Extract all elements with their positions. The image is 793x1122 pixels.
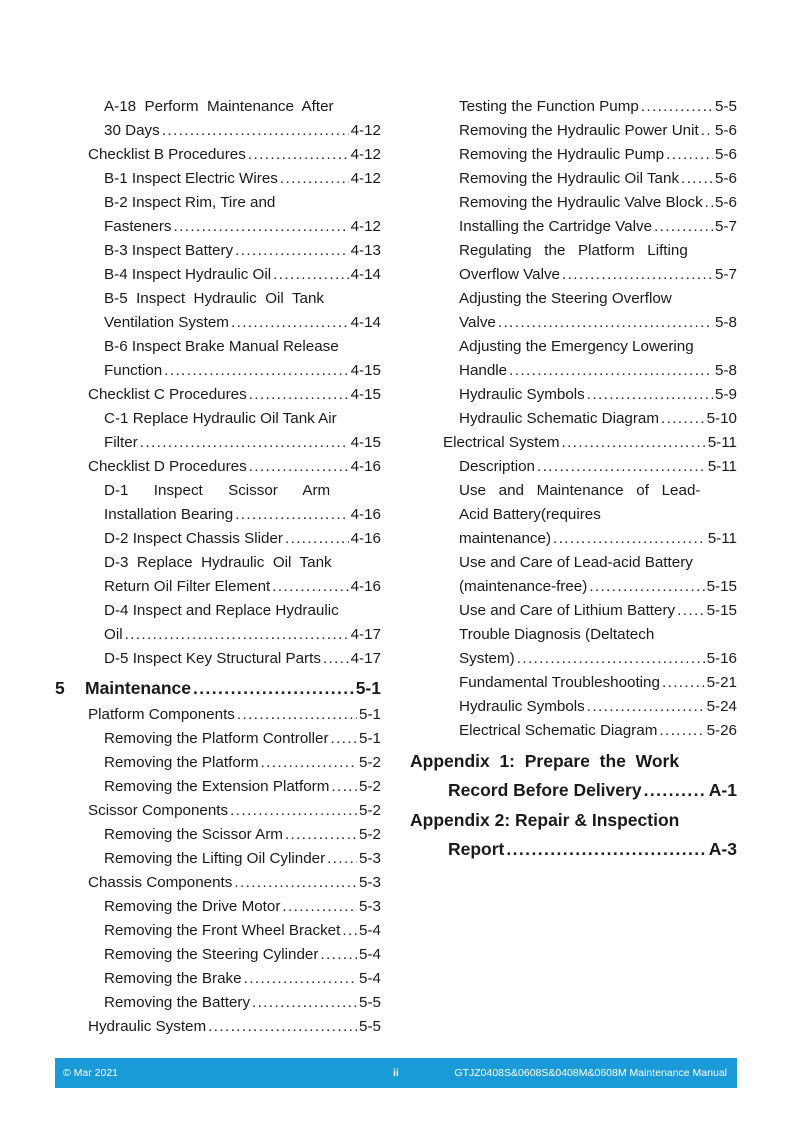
toc-dot-leader — [661, 407, 705, 431]
chapter-page-number: 5-1 — [355, 678, 381, 698]
appendix-page-number: A-1 — [708, 780, 737, 800]
toc-entry-line — [410, 479, 737, 503]
toc-page-number: 4-13 — [350, 242, 381, 259]
chapter-title: Maintenance — [85, 678, 191, 698]
appendix-title-rest: Record Before Delivery — [448, 780, 642, 800]
toc-page-number: 4-12 — [350, 218, 381, 235]
appendix-title: Appendix 2: Repair & Inspection — [410, 810, 680, 830]
toc-dot-leader — [562, 263, 713, 287]
toc-page-number: 5-3 — [359, 898, 381, 915]
toc-page-number: 4-16 — [350, 530, 381, 547]
toc-dot-leader — [248, 143, 349, 167]
toc-entry[interactable] — [410, 191, 737, 215]
toc-dot-leader — [249, 383, 349, 407]
toc-page-number: 5-2 — [359, 802, 381, 819]
toc-entry-text: Trouble Diagnosis (Deltatech — [459, 626, 655, 643]
toc-entry-title: Description — [459, 458, 535, 475]
toc-entry-title: Removing the Drive Motor — [104, 898, 281, 915]
toc-entry-title: Electrical System — [443, 434, 560, 451]
toc-dot-leader — [537, 455, 706, 479]
toc-entry-title: Handle — [459, 362, 508, 379]
toc-entry[interactable] — [410, 455, 737, 479]
toc-entry[interactable] — [410, 527, 737, 551]
toc-dot-leader — [641, 95, 713, 119]
appendix-title: Appendix 1: Prepare the Work — [410, 751, 680, 771]
toc-page-number: 5-3 — [359, 850, 381, 867]
toc-page-number: 4-16 — [350, 578, 381, 595]
toc-entry[interactable] — [55, 455, 381, 479]
toc-dot-leader — [235, 239, 348, 263]
toc-dot-leader — [231, 311, 349, 335]
toc-entry-title: Overflow Valve — [459, 266, 561, 283]
toc-entry-line — [55, 551, 381, 575]
toc-entry-title: Removing the Extension Platform — [104, 778, 330, 795]
toc-entry[interactable] — [55, 167, 381, 191]
toc-entry-title: B-3 Inspect Battery — [104, 242, 234, 259]
toc-entry[interactable] — [55, 1015, 381, 1039]
toc-entry-line — [55, 287, 381, 311]
toc-dot-leader — [282, 895, 357, 919]
toc-entry[interactable] — [55, 623, 381, 647]
toc-dot-leader — [140, 431, 349, 455]
toc-dot-leader — [677, 599, 704, 623]
toc-page-number: 5-4 — [359, 922, 381, 939]
footer-manual-title: GTJZ0408S&0608S&0408M&0608M Maintenance Manual — [454, 1067, 727, 1079]
toc-entry-text: C-1 Replace Hydraulic Oil Tank Air — [104, 410, 337, 427]
toc-dot-leader — [589, 575, 704, 599]
toc-page-number: 4-14 — [350, 266, 381, 283]
toc-entry-title: B-1 Inspect Electric Wires — [104, 170, 278, 187]
toc-entry-title: Removing the Battery — [104, 994, 251, 1011]
toc-entry-title: Removing the Scissor Arm — [104, 826, 283, 843]
toc-entry-text: B-5 Inspect Hydraulic Oil Tank — [104, 290, 325, 307]
toc-page-number: 5-5 — [359, 994, 381, 1011]
toc-entry-line — [55, 407, 381, 431]
toc-page-number: 5-11 — [707, 434, 737, 451]
toc-entry-title: Electrical Schematic Diagram — [459, 722, 658, 739]
toc-page-number: 5-5 — [359, 1018, 381, 1035]
toc-entry[interactable] — [55, 503, 381, 527]
toc-entry-text: B-2 Inspect Rim, Tire and — [104, 194, 276, 211]
toc-entry-title: Hydraulic Schematic Diagram — [459, 410, 660, 427]
toc-dot-leader — [235, 503, 348, 527]
toc-page-number: 5-6 — [715, 122, 737, 139]
toc-dot-leader — [230, 799, 357, 823]
toc-entry[interactable] — [55, 239, 381, 263]
toc-entry-title: maintenance) — [459, 530, 552, 547]
toc-page-number: 5-11 — [707, 458, 737, 475]
toc-entry[interactable] — [55, 263, 381, 287]
toc-entry-title: Platform Components — [88, 706, 235, 723]
toc-entry-title: Hydraulic Symbols — [459, 386, 585, 403]
toc-entry[interactable] — [410, 383, 737, 407]
toc-entry-title: Filter — [104, 434, 138, 451]
toc-page-number: 5-3 — [359, 874, 381, 891]
toc-entry-title: Checklist C Procedures — [88, 386, 247, 403]
toc-entry-text: Regulating the Platform Lifting — [459, 242, 688, 259]
toc-entry[interactable] — [55, 967, 381, 991]
toc-dot-leader — [662, 671, 705, 695]
toc-page-number: 5-15 — [706, 578, 737, 595]
toc-page-number: 5-10 — [706, 410, 737, 427]
toc-entry-title: (maintenance-free) — [459, 578, 588, 595]
toc-dot-leader — [701, 119, 713, 143]
toc-page-number: 5-6 — [715, 170, 737, 187]
toc-entry[interactable] — [55, 575, 381, 599]
toc-entry-title: Installing the Cartridge Valve — [459, 218, 653, 235]
toc-dot-leader — [587, 695, 705, 719]
toc-dot-leader — [285, 527, 349, 551]
toc-entry-line — [55, 191, 381, 215]
toc-page-number: 5-16 — [706, 650, 737, 667]
toc-entry[interactable] — [55, 527, 381, 551]
toc-entry-title: Checklist D Procedures — [88, 458, 247, 475]
toc-entry-title: Removing the Platform — [104, 754, 259, 771]
toc-entry[interactable] — [55, 943, 381, 967]
toc-entry-title: Installation Bearing — [104, 506, 234, 523]
toc-entry-title: Removing the Hydraulic Pump — [459, 146, 665, 163]
appendix-entry[interactable] — [410, 806, 737, 864]
toc-entry-title: Return Oil Filter Element — [104, 578, 271, 595]
toc-entry[interactable] — [55, 143, 381, 167]
toc-entry-text: D-3 Replace Hydraulic Oil Tank — [104, 554, 332, 571]
toc-entry-title: Chassis Components — [88, 874, 233, 891]
toc-dot-leader — [252, 991, 357, 1015]
toc-dot-leader — [506, 835, 706, 864]
toc-entry[interactable] — [410, 431, 737, 455]
toc-entry-text: Use and Maintenance of Lead- — [459, 482, 701, 499]
toc-entry-title: B-4 Inspect Hydraulic Oil — [104, 266, 272, 283]
toc-entry[interactable] — [55, 871, 381, 895]
toc-page-number: 5-15 — [706, 602, 737, 619]
toc-entry-title: Hydraulic System — [88, 1018, 207, 1035]
toc-page-number: 5-7 — [715, 266, 737, 283]
toc-page-number: 5-24 — [706, 698, 737, 715]
toc-entry[interactable] — [410, 359, 737, 383]
toc-entry[interactable] — [410, 599, 737, 623]
toc-entry[interactable] — [55, 359, 381, 383]
toc-entry[interactable] — [55, 991, 381, 1015]
toc-dot-leader — [272, 575, 348, 599]
chapter-number: 5 — [55, 678, 65, 698]
toc-page-number: 4-12 — [350, 170, 381, 187]
toc-dot-leader — [237, 703, 357, 727]
toc-dot-leader — [327, 847, 357, 871]
toc-entry[interactable] — [55, 919, 381, 943]
toc-dot-leader — [331, 727, 358, 751]
toc-dot-leader — [244, 967, 357, 991]
toc-dot-leader — [208, 1015, 357, 1039]
toc-entry-line — [55, 335, 381, 359]
toc-entry-title: Removing the Platform Controller — [104, 730, 329, 747]
toc-dot-leader — [234, 871, 357, 895]
toc-dot-leader — [659, 719, 704, 743]
toc-entry[interactable] — [55, 119, 381, 143]
toc-page-number: 4-16 — [350, 458, 381, 475]
toc-page-number: 4-17 — [350, 650, 381, 667]
toc-entry-title: Oil — [104, 626, 123, 643]
toc-entry-title: Valve — [459, 314, 496, 331]
toc-page-number: 4-17 — [350, 626, 381, 643]
appendix-entry[interactable] — [410, 747, 737, 805]
toc-page-number: 5-6 — [715, 146, 737, 163]
toc-entry[interactable] — [410, 719, 737, 743]
toc-dot-leader — [174, 215, 349, 239]
toc-page-number: 5-4 — [359, 946, 381, 963]
toc-dot-leader — [644, 776, 707, 805]
toc-page-number: 5-7 — [715, 218, 737, 235]
toc-entry-title: Scissor Components — [88, 802, 229, 819]
toc-dot-leader — [280, 167, 349, 191]
toc-entry-title: D-2 Inspect Chassis Slider — [104, 530, 283, 547]
toc-dot-leader — [517, 647, 705, 671]
toc-page-number: 5-6 — [715, 194, 737, 211]
toc-entry-title: Fundamental Troubleshooting — [459, 674, 660, 691]
toc-dot-leader — [125, 623, 349, 647]
toc-dot-leader — [587, 383, 713, 407]
toc-entry-title: Removing the Front Wheel Bracket — [104, 922, 341, 939]
toc-page-number: 4-12 — [350, 122, 381, 139]
chapter-title-wrap — [55, 673, 191, 703]
toc-page-number: 5-8 — [715, 362, 737, 379]
toc-entry-text: B-6 Inspect Brake Manual Release — [104, 338, 339, 355]
toc-entry-title: Ventilation System — [104, 314, 229, 331]
toc-entry[interactable] — [55, 895, 381, 919]
toc-entry-text: Acid Battery(requires — [459, 506, 601, 523]
toc-left-column — [55, 95, 381, 1039]
toc-right-column — [410, 95, 737, 864]
toc-page-number: 5-26 — [706, 722, 737, 739]
toc-entry[interactable] — [410, 215, 737, 239]
toc-entry-title: 30 Days — [104, 122, 160, 139]
toc-entry-text: Use and Care of Lead-acid Battery — [459, 554, 693, 571]
toc-dot-leader — [164, 359, 348, 383]
toc-dot-leader — [273, 263, 348, 287]
toc-page-number: 5-1 — [359, 730, 381, 747]
toc-page-number: 5-2 — [359, 754, 381, 771]
toc-entry-line — [410, 335, 737, 359]
toc-page-number: 4-16 — [350, 506, 381, 523]
appendix-title-cont — [410, 776, 737, 805]
toc-page-number: 5-2 — [359, 778, 381, 795]
toc-entry[interactable] — [55, 703, 381, 727]
toc-entry[interactable] — [55, 311, 381, 335]
toc-entry-title: System) — [459, 650, 515, 667]
toc-page-number: 5-5 — [715, 98, 737, 115]
toc-entry[interactable] — [55, 775, 381, 799]
footer-copyright: © Mar 2021 — [63, 1067, 119, 1079]
toc-entry[interactable] — [55, 431, 381, 455]
toc-dot-leader — [666, 143, 713, 167]
toc-dot-leader — [193, 673, 354, 703]
toc-entry-line — [55, 479, 381, 503]
toc-page-number: 4-15 — [350, 434, 381, 451]
toc-entry-title: Fasteners — [104, 218, 172, 235]
toc-entry[interactable] — [55, 383, 381, 407]
toc-page-number: 4-15 — [350, 362, 381, 379]
toc-entry[interactable] — [410, 143, 737, 167]
toc-dot-leader — [681, 167, 713, 191]
toc-dot-leader — [320, 943, 357, 967]
chapter-heading[interactable] — [55, 673, 381, 703]
toc-entry-title: Hydraulic Symbols — [459, 698, 585, 715]
toc-dot-leader — [285, 823, 357, 847]
toc-page-number: 5-9 — [715, 386, 737, 403]
appendix-page-number: A-3 — [708, 839, 737, 859]
toc-entry-text: Adjusting the Steering Overflow — [459, 290, 672, 307]
toc-dot-leader — [561, 431, 705, 455]
toc-page-number: 5-2 — [359, 826, 381, 843]
toc-dot-leader — [323, 647, 349, 671]
toc-entry[interactable] — [410, 695, 737, 719]
toc-entry[interactable] — [410, 671, 737, 695]
toc-entry[interactable] — [410, 647, 737, 671]
toc-entry-line — [55, 95, 381, 119]
toc-entry-line — [410, 551, 737, 575]
toc-entry[interactable] — [55, 215, 381, 239]
toc-entry[interactable] — [410, 263, 737, 287]
toc-entry-line — [410, 503, 737, 527]
toc-entry-title: D-5 Inspect Key Structural Parts — [104, 650, 321, 667]
toc-entry-title: Checklist B Procedures — [88, 146, 246, 163]
toc-dot-leader — [654, 215, 713, 239]
toc-page-number: 4-12 — [350, 146, 381, 163]
toc-entry-text: D-4 Inspect and Replace Hydraulic — [104, 602, 339, 619]
toc-entry[interactable] — [410, 407, 737, 431]
toc-entry[interactable] — [55, 823, 381, 847]
toc-entry-title: Removing the Hydraulic Valve Block — [459, 194, 703, 211]
toc-entry-line — [410, 623, 737, 647]
toc-entry-title: Use and Care of Lithium Battery — [459, 602, 676, 619]
toc-entry-title: Removing the Hydraulic Oil Tank — [459, 170, 680, 187]
toc-page-number: 4-14 — [350, 314, 381, 331]
toc-entry-text: D-1 Inspect Scissor Arm — [104, 482, 331, 499]
toc-entry[interactable] — [55, 847, 381, 871]
toc-dot-leader — [249, 455, 349, 479]
toc-page-number: 5-11 — [707, 530, 737, 547]
toc-entry[interactable] — [55, 751, 381, 775]
toc-dot-leader — [162, 119, 349, 143]
toc-page-number: 4-15 — [350, 386, 381, 403]
toc-entry-title: Removing the Lifting Oil Cylinder — [104, 850, 326, 867]
toc-entry[interactable] — [55, 647, 381, 671]
toc-entry-title: Testing the Function Pump — [459, 98, 639, 115]
toc-entry[interactable] — [410, 575, 737, 599]
toc-entry[interactable] — [410, 167, 737, 191]
toc-page-number: 5-1 — [359, 706, 381, 723]
toc-entry[interactable] — [55, 727, 381, 751]
toc-page-number: 5-8 — [715, 314, 737, 331]
toc-entry-line — [55, 599, 381, 623]
appendix-title-cont — [410, 835, 737, 864]
toc-entry[interactable] — [410, 119, 737, 143]
toc-dot-leader — [509, 359, 713, 383]
toc-entry-line — [410, 239, 737, 263]
toc-dot-leader — [260, 751, 357, 775]
toc-entry-title: Removing the Hydraulic Power Unit — [459, 122, 699, 139]
toc-dot-leader — [498, 311, 713, 335]
footer-page-number: ii — [393, 1067, 399, 1079]
page-footer — [55, 1058, 737, 1088]
toc-entry[interactable] — [410, 95, 737, 119]
toc-entry-title: Removing the Brake — [104, 970, 242, 987]
toc-entry-title: Removing the Steering Cylinder — [104, 946, 319, 963]
toc-page-number: 5-21 — [706, 674, 737, 691]
toc-entry-line — [410, 287, 737, 311]
toc-dot-leader — [342, 919, 357, 943]
toc-dot-leader — [331, 775, 357, 799]
toc-entry-text: A-18 Perform Maintenance After — [104, 98, 334, 115]
toc-dot-leader — [705, 191, 713, 215]
toc-page-number: 5-4 — [359, 970, 381, 987]
toc-entry[interactable] — [55, 799, 381, 823]
toc-entry-title: Function — [104, 362, 163, 379]
toc-entry[interactable] — [410, 311, 737, 335]
toc-dot-leader — [553, 527, 706, 551]
toc-entry-text: Adjusting the Emergency Lowering — [459, 338, 694, 355]
appendix-title-rest: Report — [448, 839, 505, 859]
